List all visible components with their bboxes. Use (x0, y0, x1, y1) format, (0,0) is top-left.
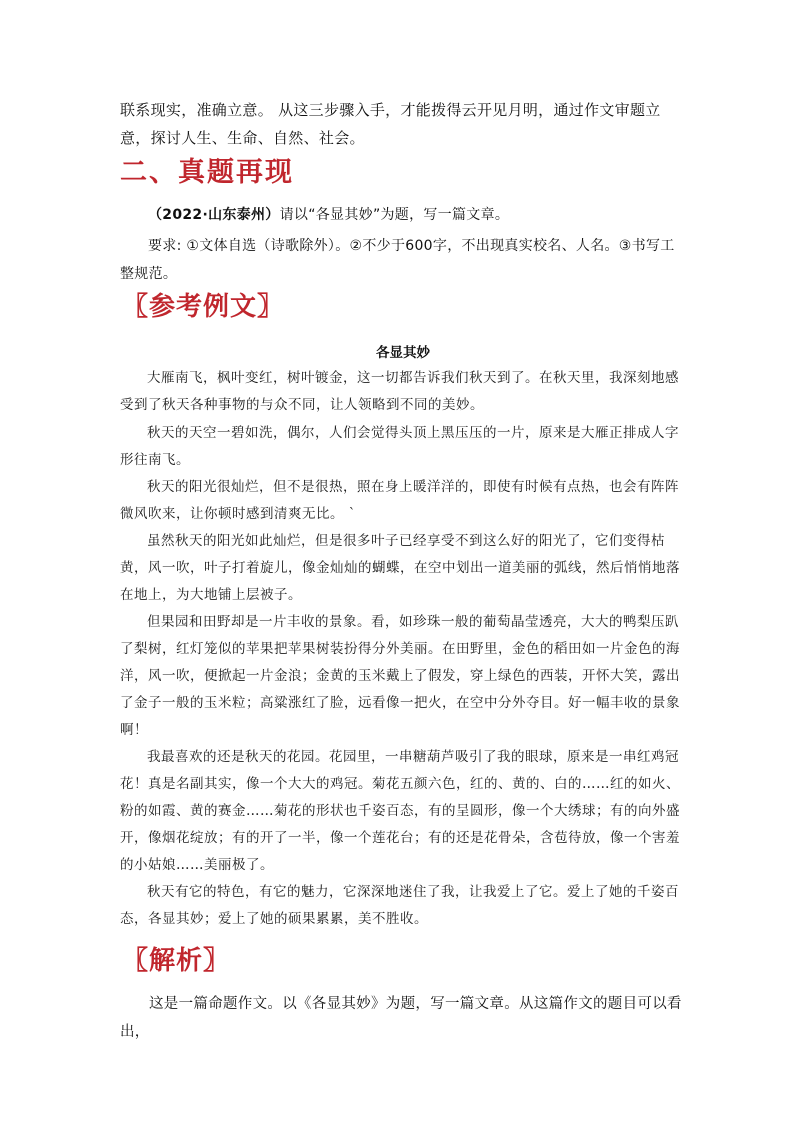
question-prompt (120, 201, 686, 229)
analysis-heading: 〖解析〗 (122, 946, 231, 976)
essay-paragraph: 大雁南飞，枫叶变红，树叶镀金，这一切都告诉我们秋天到了。在秋天里，我深刻地感受到了秋天各种事物的与众不同，让人领略到不同的美妙。 (120, 370, 679, 413)
essay-paragraph: 秋天有它的特色，有它的魅力，它深深地迷住了我，让我爱上了它。爱上了她的千姿百态，各显其妙；爱上了她的硕果累累，美不胜收。 (120, 884, 679, 927)
section-heading-real-questions: 二、真题再现 (120, 157, 294, 188)
essay-paragraph: 秋天的天空一碧如洗，偶尔，人们会觉得头顶上黑压压的一片，原来是大雁正排成人字形往南飞。 (120, 425, 679, 468)
reference-essay-heading: 〖参考例文〗 (122, 292, 285, 322)
essay-paragraph: 但果园和田野却是一片丰收的景象。看，如珍珠一般的葡萄晶莹透亮，大大的鸭梨压趴了梨树，红灯笼似的苹果把苹果树装扮得分外美丽。在田野里，金色的稻田如一片金色的海洋，风一吹，便掀起一片金浪；金黄的玉米戴上了假发，穿上绿色的西装，开怀大笑，露出了金子一般的玉米粒；高粱涨红了脸，远看像一把火，在空中分外夺目。好一幅丰收的景象啊！ (120, 614, 680, 738)
essay-title: 各显其妙 (376, 345, 430, 361)
essay-paragraph: 秋天的阳光很灿烂，但不是很热，照在身上暖洋洋的，即使有时候有点热，也会有阵阵微风吹来，让你顿时感到清爽无比。 ` (120, 479, 679, 522)
question-source: （2022·山东泰州） (148, 207, 280, 223)
essay-paragraph: 虽然秋天的阳光如此灿烂，但是很多叶子已经享受不到这么好的阳光了，它们变得枯黄，风一吹，叶子打着旋儿，像金灿灿的蝴蝶，在空中划出一道美丽的弧线，然后悄悄地落在地上，为大地铺上层被子。 (120, 533, 680, 603)
intro-paragraph: 联系现实，准确立意。 从这三步骤入手，才能拨得云开见月明，通过作文审题立意，探讨人生、生命、自然、社会。 (120, 101, 661, 147)
analysis-paragraph: 这是一篇命题作文。以《各显其妙》为题，写一篇文章。从这篇作文的题目可以看出， (120, 996, 682, 1040)
question-prompt-text: 请以“各显其妙”为题，写一篇文章。 (279, 207, 510, 223)
essay-paragraph: 我最喜欢的还是秋天的花园。花园里，一串糖葫芦吸引了我的眼球，原来是一串红鸡冠花！真是名副其实，像一个大大的鸡冠。菊花五颜六色，红的、黄的、白的……红的如火、粉的如霞、黄的赛金……菊花的形状也千姿百态，有的呈圆形，像一个大绣球；有的向外盛开，像烟花绽放；有的开了一半，像一个莲花台；有的还是花骨朵，含苞待放，像一个害羞的小姑娘……美丽极了。 (120, 749, 680, 873)
question-requirements: 要求: ①文体自选（诗歌除外）。②不少于600字，不出现真实校名、人名。③书写工整规范。 (120, 238, 675, 282)
